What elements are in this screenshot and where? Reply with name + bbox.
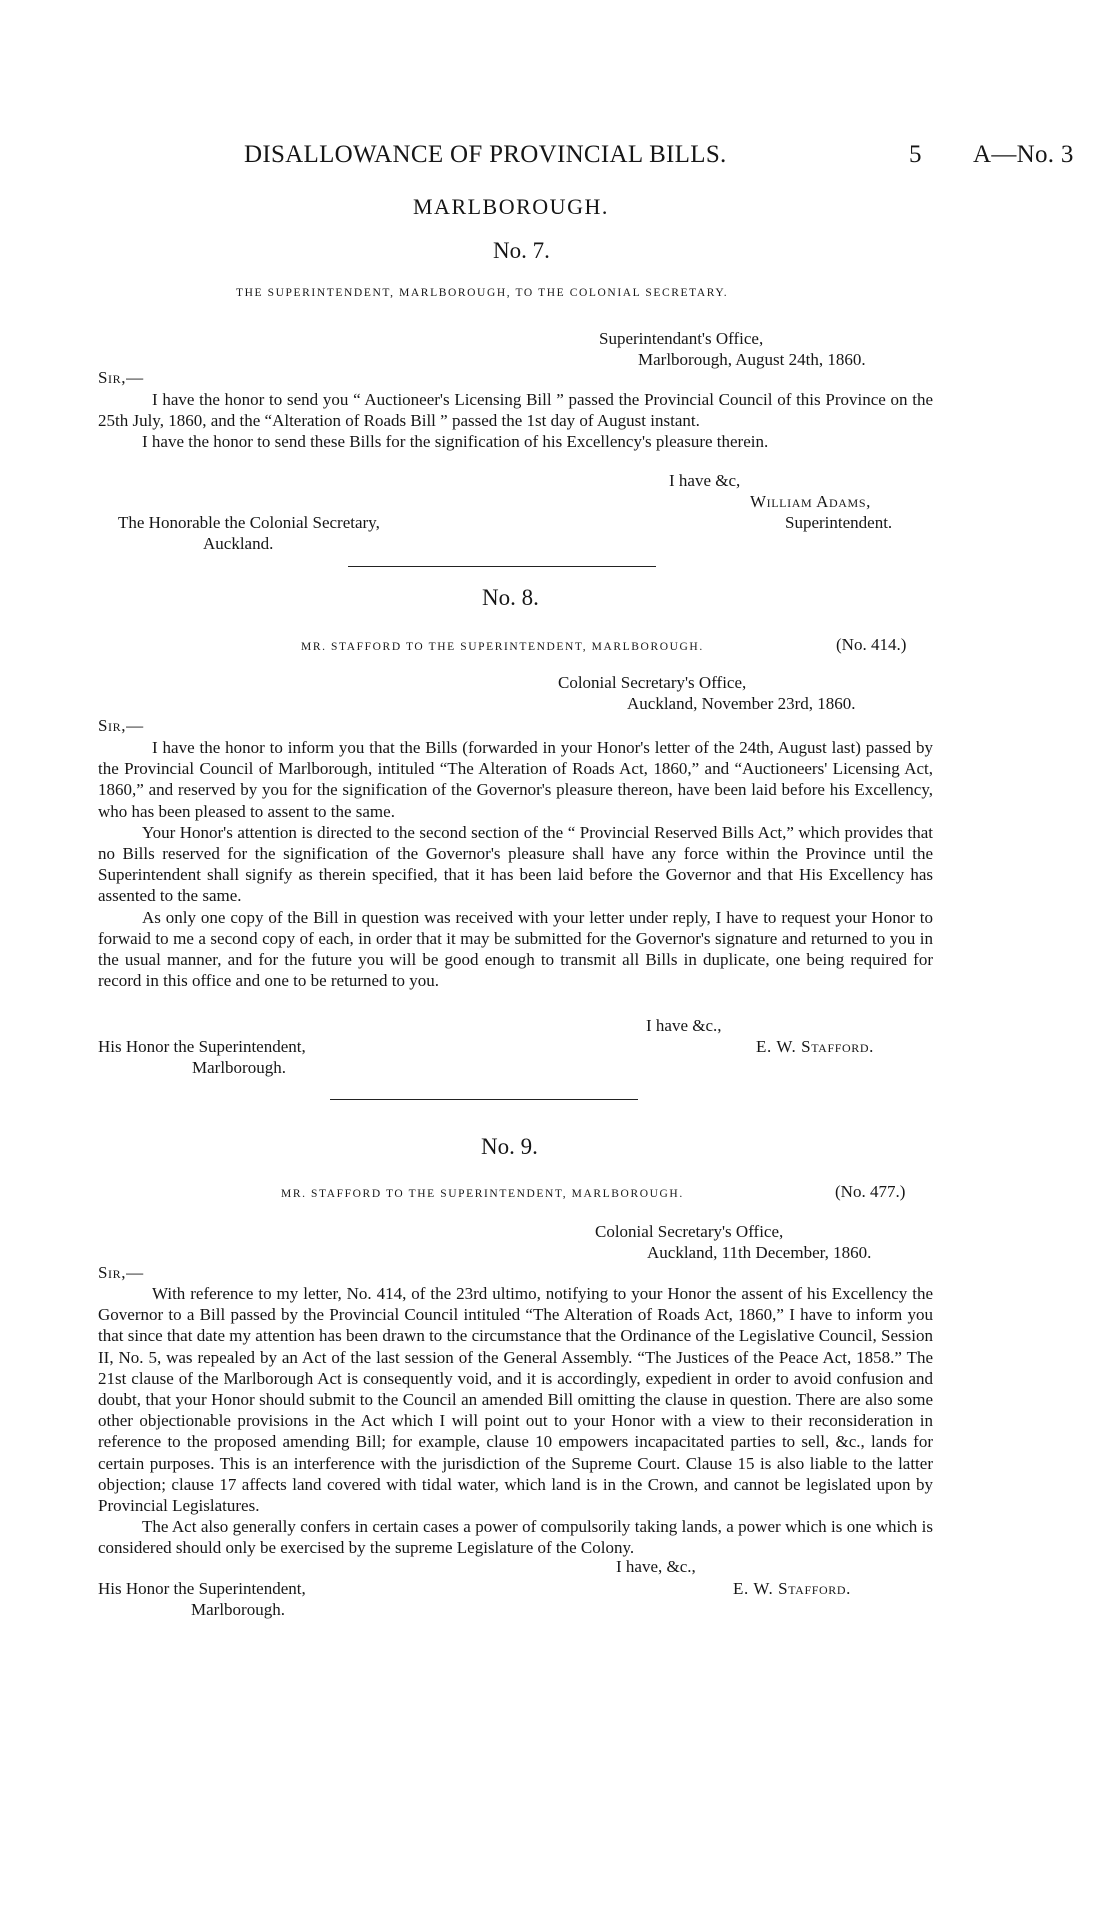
letter-body <box>98 389 933 453</box>
sender-office: Colonial Secretary's Office, <box>558 673 747 692</box>
page-number: 5 <box>909 141 922 168</box>
paragraph: Your Honor's attention is directed to the second section of the “ Provincial Reserved Bills Act,” which provides that no Bills reserved for the signification of the Governor's pleasure shall have any force within the Province until the Superintendent shall signify as therein specified, that it has been laid before the Governor and that His Excellency has assented to the same. <box>98 822 933 906</box>
closing: I have &c, <box>669 471 741 490</box>
letter-number: No. 9. <box>481 1134 538 1159</box>
letter-heading: MR. STAFFORD TO THE SUPERINTENDENT, MARLBOROUGH. <box>281 1188 684 1200</box>
letter-number: No. 7. <box>493 238 550 263</box>
paragraph: I have the honor to send you “ Auctioneer's Licensing Bill ” passed the Provincial Council of this Province on the 25th July, 1860, and the “Alteration of Roads Bill ” passed the 1st day of August instant. <box>98 390 933 431</box>
closing: I have, &c., <box>616 1557 696 1576</box>
signature-name: E. W. Stafford. <box>756 1037 874 1056</box>
place-date: Auckland, 11th December, 1860. <box>647 1243 872 1262</box>
paper-reference: A—No. 3 <box>973 141 1074 168</box>
signature-name: E. W. Stafford. <box>733 1579 851 1598</box>
paragraph: As only one copy of the Bill in question was received with your letter under reply, I have to request your Honor to forwaid to me a second copy of each, in order that it may be submitted for the Governor's signature and returned to you in the usual manner, and for the future you will be good enough to transmit all Bills in duplicate, one being required for record in this office and one to be returned to you. <box>98 907 933 991</box>
signature-title: Superintendent. <box>785 513 893 532</box>
letter-reference: (No. 477.) <box>835 1182 906 1201</box>
sender-office: Colonial Secretary's Office, <box>595 1222 784 1241</box>
paragraph: I have the honor to send these Bills for the signification of his Excellency's pleasure therein. <box>142 432 769 452</box>
letter-heading: MR. STAFFORD TO THE SUPERINTENDENT, MARLBOROUGH. <box>301 641 704 653</box>
salutation: Sir,— <box>98 368 144 387</box>
closing: I have &c., <box>646 1016 722 1035</box>
place-date: Auckland, November 23rd, 1860. <box>627 694 856 713</box>
addressee-line: His Honor the Superintendent, <box>98 1037 306 1056</box>
sender-office: Superintendant's Office, <box>599 329 764 348</box>
letter-number: No. 8. <box>482 585 539 610</box>
signature-name: William Adams, <box>750 492 871 511</box>
letter-body <box>98 737 933 991</box>
addressee-place: Marlborough. <box>192 1058 286 1077</box>
place-date: Marlborough, August 24th, 1860. <box>638 350 866 369</box>
section-divider <box>330 1099 638 1100</box>
addressee-place: Auckland. <box>203 534 274 553</box>
letter-reference: (No. 414.) <box>836 635 907 654</box>
salutation: Sir,— <box>98 716 144 735</box>
paragraph: The Act also generally confers in certain cases a power of compulsorily taking lands, a power which is one which is considered should only be exercised by the supreme Legislature of the Colony. <box>98 1517 933 1558</box>
letter-heading: THE SUPERINTENDENT, MARLBOROUGH, TO THE COLONIAL SECRETARY. <box>236 287 729 299</box>
addressee-place: Marlborough. <box>191 1600 285 1619</box>
section-divider <box>348 566 656 567</box>
letter-body <box>98 1283 933 1559</box>
addressee-line: His Honor the Superintendent, <box>98 1579 306 1598</box>
section-title: MARLBOROUGH. <box>413 194 609 219</box>
addressee-line: The Honorable the Colonial Secretary, <box>118 513 380 532</box>
running-header-title: DISALLOWANCE OF PROVINCIAL BILLS. <box>244 141 727 168</box>
salutation: Sir,— <box>98 1263 144 1282</box>
paragraph: I have the honor to inform you that the Bills (forwarded in your Honor's letter of the 24th, August last) passed by the Provincial Council of Marlborough, intituled “The Alteration of Roads Act, 1860,” and “Auctioneers' Licensing Act, 1860,” and reserved by you for the signification of the Governor's pleasure thereon, have been laid before his Excellency, who has been pleased to assent to the same. <box>98 738 933 821</box>
paragraph: With reference to my letter, No. 414, of the 23rd ultimo, notifying to your Honor the assent of his Excellency the Governor to a Bill passed by the Provincial Council intituled “The Alteration of Roads Act, 1860,” I have to inform you that since that date my attention has been drawn to the circumstance that the Ordinance of the Legislative Council, Session II, No. 5, was repealed by an Act of the last session of the General Assembly. “The Justices of the Peace Act, 1858.” The 21st clause of the Marlborough Act is consequently void, and it is accordingly, expedient in order to avoid confusion and doubt, that your Honor should submit to the Council an amended Bill omitting the clause in question. There are also some other objectionable provisions in the Act which I will point out to your Honor with a view to their reconsideration in reference to the proposed amending Bill; for example, clause 10 empowers incapacitated parties to sell, &c., lands for certain purposes. This is an interference with the jurisdiction of the Supreme Court. Clause 15 is also liable to the latter objection; clause 17 affects land covered with tidal water, which land is in the Crown, and cannot be legislated upon by Provincial Legislatures. <box>98 1284 933 1516</box>
